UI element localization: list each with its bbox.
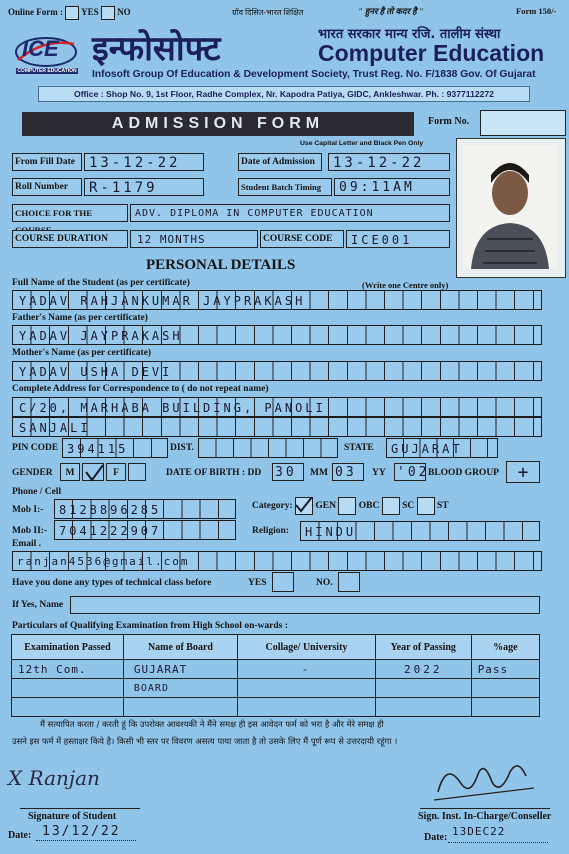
online-yes-label: YES bbox=[81, 7, 99, 18]
declaration-text bbox=[12, 716, 540, 750]
inst-signature bbox=[430, 752, 540, 808]
online-form-label: Online Form : bbox=[8, 7, 63, 18]
email-label: Email . bbox=[12, 539, 42, 549]
form-fee: Form 150/- bbox=[516, 6, 557, 16]
logo-subtitle: COMPUTER EDUCATION bbox=[17, 68, 77, 74]
batch-timing-field[interactable]: 09:11AM bbox=[334, 178, 450, 196]
dob-day-field[interactable]: 30 bbox=[272, 463, 304, 481]
form-no-field[interactable] bbox=[480, 110, 566, 136]
form-title: ADMISSION FORM bbox=[22, 112, 414, 136]
category-st-label: ST bbox=[436, 501, 449, 512]
inst-signature-line bbox=[420, 808, 550, 809]
religion-field[interactable]: HINDU bbox=[300, 521, 540, 541]
category-obc-checkbox[interactable] bbox=[338, 497, 356, 515]
form-no-label: Form No. bbox=[428, 116, 470, 127]
mother-name-label: Mother's Name (as per certificate) bbox=[12, 348, 152, 358]
gender-f-checkbox[interactable] bbox=[128, 463, 146, 481]
ice-logo bbox=[14, 28, 78, 80]
inst-date-line bbox=[448, 842, 548, 843]
exam-cell[interactable] bbox=[375, 679, 471, 698]
if-yes-name-field[interactable] bbox=[70, 596, 540, 614]
father-name-field[interactable]: YADAV JAYPRAKASH bbox=[12, 325, 542, 345]
mob1-field[interactable]: 8128896285 bbox=[54, 499, 236, 519]
address-line1-field[interactable]: C/20, MARHABA BUILDING, PANOLI bbox=[12, 397, 542, 417]
exam-cell[interactable]: 2022 bbox=[375, 660, 471, 679]
student-signature-label: Signature of Student bbox=[28, 811, 117, 822]
address-label: Complete Address for Correspondence to ( do not repeat name) bbox=[12, 384, 269, 394]
logo-text: ICE bbox=[22, 36, 59, 61]
admission-date-field[interactable]: 13-12-22 bbox=[328, 153, 450, 171]
exam-cell[interactable]: GUJARAT bbox=[123, 660, 237, 679]
district-field[interactable] bbox=[198, 438, 338, 458]
brand-hindi-name: इन्फोसोफ्ट bbox=[92, 29, 221, 69]
course-code-label: COURSE CODE bbox=[260, 230, 344, 248]
roll-number-field[interactable]: R-1179 bbox=[84, 178, 204, 196]
exam-cell[interactable] bbox=[12, 698, 124, 717]
category-st-checkbox[interactable] bbox=[417, 497, 435, 515]
online-yes-checkbox[interactable] bbox=[65, 6, 79, 20]
inst-date-field[interactable]: 13DEC22 bbox=[452, 825, 506, 838]
category-obc-label: OBC bbox=[358, 501, 380, 512]
declaration-line1: मैं सत्यापित करता / करती हूं कि उपरोक्त आवश्यकी ने मैंने समक्ष ही इस आवेदन फर्म को भरा है और मेरे समक्ष ही bbox=[40, 719, 384, 729]
category-label: Category: bbox=[252, 501, 293, 512]
instruction-text: Use Capital Letter and Black Pen Only bbox=[300, 140, 424, 147]
fill-date-field[interactable]: 13-12-22 bbox=[84, 153, 204, 171]
dob-month-field[interactable]: 03 bbox=[332, 463, 364, 481]
govt-recognition-text: ग्रॉव दिसित-भारत शिक्षित bbox=[232, 8, 304, 17]
office-address: Office : Shop No. 9, 1st Floor, Radhe Complex, Nr. Kapodra Patiya, GIDC, Ankleshwar. Ph. : 9377112272 bbox=[38, 86, 530, 102]
table-row bbox=[12, 679, 540, 698]
brand-hindi-tagline: भारत सरकार मान्य रजि. तालीम संस्था bbox=[318, 27, 501, 42]
exam-header-cell: Collage/ University bbox=[238, 635, 376, 660]
religion-label: Religion: bbox=[252, 526, 289, 536]
course-duration-label: COURSE DURATION bbox=[12, 230, 128, 248]
father-name-label: Father's Name (as per certificate) bbox=[12, 313, 148, 323]
inst-signature-label: Sign. Inst. In-Charge/Conseller bbox=[418, 811, 552, 822]
email-field[interactable]: ranjan4536@gmail.com bbox=[12, 551, 542, 571]
category-gen-checkbox[interactable] bbox=[295, 497, 313, 515]
personal-details-heading: PERSONAL DETAILS bbox=[146, 257, 296, 273]
gender-label: GENDER bbox=[12, 468, 53, 478]
exam-header-row bbox=[12, 635, 540, 660]
gender-m-checkbox[interactable] bbox=[82, 463, 104, 481]
brand-english-name: Computer Education bbox=[318, 40, 545, 66]
table-row bbox=[12, 698, 540, 717]
exam-cell[interactable]: BOARD bbox=[123, 679, 237, 698]
pin-code-field[interactable]: 394115 bbox=[62, 438, 168, 458]
address-line2-field[interactable]: SANJALI bbox=[12, 417, 542, 437]
exam-cell[interactable] bbox=[471, 679, 539, 698]
category-sc-label: SC bbox=[402, 501, 415, 512]
gender-m-option[interactable]: M bbox=[60, 463, 80, 481]
exam-header-cell: Examination Passed bbox=[12, 635, 124, 660]
mob2-label: Mob II:- bbox=[12, 526, 48, 536]
student-date-line bbox=[36, 840, 136, 841]
student-signature: X Ranjan bbox=[8, 766, 100, 790]
dob-day-label: DATE OF BIRTH : DD bbox=[166, 468, 262, 478]
course-duration-field[interactable]: 12 MONTHS bbox=[130, 230, 258, 248]
tech-no-checkbox[interactable] bbox=[338, 572, 360, 592]
slogan-text: " हुनर है तो कदर है " bbox=[358, 6, 424, 16]
exam-cell[interactable] bbox=[123, 698, 237, 717]
exam-header-cell: Name of Board bbox=[123, 635, 237, 660]
category-sc-checkbox[interactable] bbox=[382, 497, 400, 515]
exam-cell[interactable] bbox=[375, 698, 471, 717]
exam-cell[interactable] bbox=[12, 679, 124, 698]
exam-cell[interactable] bbox=[471, 698, 539, 717]
tech-class-label: Have you done any types of technical class before bbox=[12, 578, 212, 588]
roll-number-label: Roll Number bbox=[12, 178, 82, 196]
exam-cell[interactable]: - bbox=[238, 660, 376, 679]
exam-cell[interactable] bbox=[238, 679, 376, 698]
tech-yes-label: YES bbox=[248, 578, 267, 588]
inst-date-label: Date: bbox=[424, 832, 448, 843]
exam-table bbox=[11, 634, 540, 717]
course-choice-label: CHOICE FOR THE bbox=[12, 204, 128, 222]
signature-scribble-icon bbox=[430, 752, 540, 808]
mob1-label: Mob I:- bbox=[12, 505, 44, 515]
online-no-checkbox[interactable] bbox=[101, 6, 115, 20]
table-row bbox=[12, 660, 540, 679]
online-form-row bbox=[8, 6, 131, 20]
full-name-label: Full Name of the Student (as per certificate) bbox=[12, 278, 190, 288]
category-gen-label: GEN bbox=[315, 501, 336, 512]
student-portrait-icon bbox=[457, 139, 563, 275]
dob-year-field[interactable]: '02 bbox=[394, 463, 426, 481]
fill-date-label: From Fill Date bbox=[12, 153, 82, 171]
district-label: DIST. bbox=[170, 443, 194, 453]
full-name-field[interactable]: YADAV RAHJANKUMAR JAYPRAKASH bbox=[12, 290, 542, 310]
declaration-line2: उसने इस फर्म में हस्ताक्षर किये है। किसी भी स्तर पर विवरण असत्य पाया जाता है तो उसके लिए मैं पूर्ण रूप से उत्तरदायी रहूंगा । bbox=[12, 736, 398, 746]
exam-header-cell: Year of Passing bbox=[375, 635, 471, 660]
category-row bbox=[252, 497, 449, 515]
exam-cell[interactable] bbox=[238, 698, 376, 717]
exam-header-cell: %age bbox=[471, 635, 539, 660]
exam-cell[interactable]: 12th Com. bbox=[12, 660, 124, 679]
course-choice-field[interactable]: ADV. DIPLOMA IN COMPUTER EDUCATION bbox=[130, 204, 450, 222]
pin-code-label: PIN CODE bbox=[12, 443, 59, 453]
society-registration: Infosoft Group Of Education & Development Society, Trust Reg. No. F/1838 Gov. Of Gujarat bbox=[92, 69, 536, 80]
mother-name-field[interactable]: YADAV USHA DEVI bbox=[12, 361, 542, 381]
exam-caption: Particulars of Qualifying Examination from High School on-wards : bbox=[12, 621, 288, 631]
state-label: STATE bbox=[344, 443, 374, 453]
if-yes-label: If Yes, Name bbox=[12, 600, 64, 610]
online-no-label: NO bbox=[117, 7, 131, 18]
tech-no-label: NO. bbox=[316, 578, 333, 588]
write-one-note: (Write one Centre only) bbox=[362, 280, 449, 290]
exam-cell[interactable]: Pass bbox=[471, 660, 539, 679]
gender-f-option[interactable]: F bbox=[106, 463, 126, 481]
state-field[interactable]: GUJARAT bbox=[386, 438, 498, 458]
phone-label: Phone / Cell bbox=[12, 487, 62, 497]
mob2-field[interactable]: 7041222907 bbox=[54, 520, 236, 540]
admission-date-label: Date of Admission bbox=[238, 153, 322, 171]
checkmark-icon bbox=[295, 497, 313, 513]
student-signature-line bbox=[20, 808, 140, 809]
dob-month-label: MM bbox=[310, 468, 328, 478]
blood-group-field[interactable]: + bbox=[506, 461, 540, 483]
student-date-field[interactable]: 13/12/22 bbox=[42, 824, 121, 839]
blood-group-label: BLOOD GROUP bbox=[428, 468, 499, 478]
student-photo bbox=[456, 138, 566, 278]
student-date-label: Date: bbox=[8, 830, 32, 841]
course-code-field[interactable]: ICE001 bbox=[346, 230, 450, 248]
tech-yes-checkbox[interactable] bbox=[272, 572, 294, 592]
checkmark-icon bbox=[83, 464, 105, 482]
batch-timing-label: Student Batch Timing bbox=[238, 178, 332, 196]
dob-year-label: YY bbox=[372, 468, 386, 478]
